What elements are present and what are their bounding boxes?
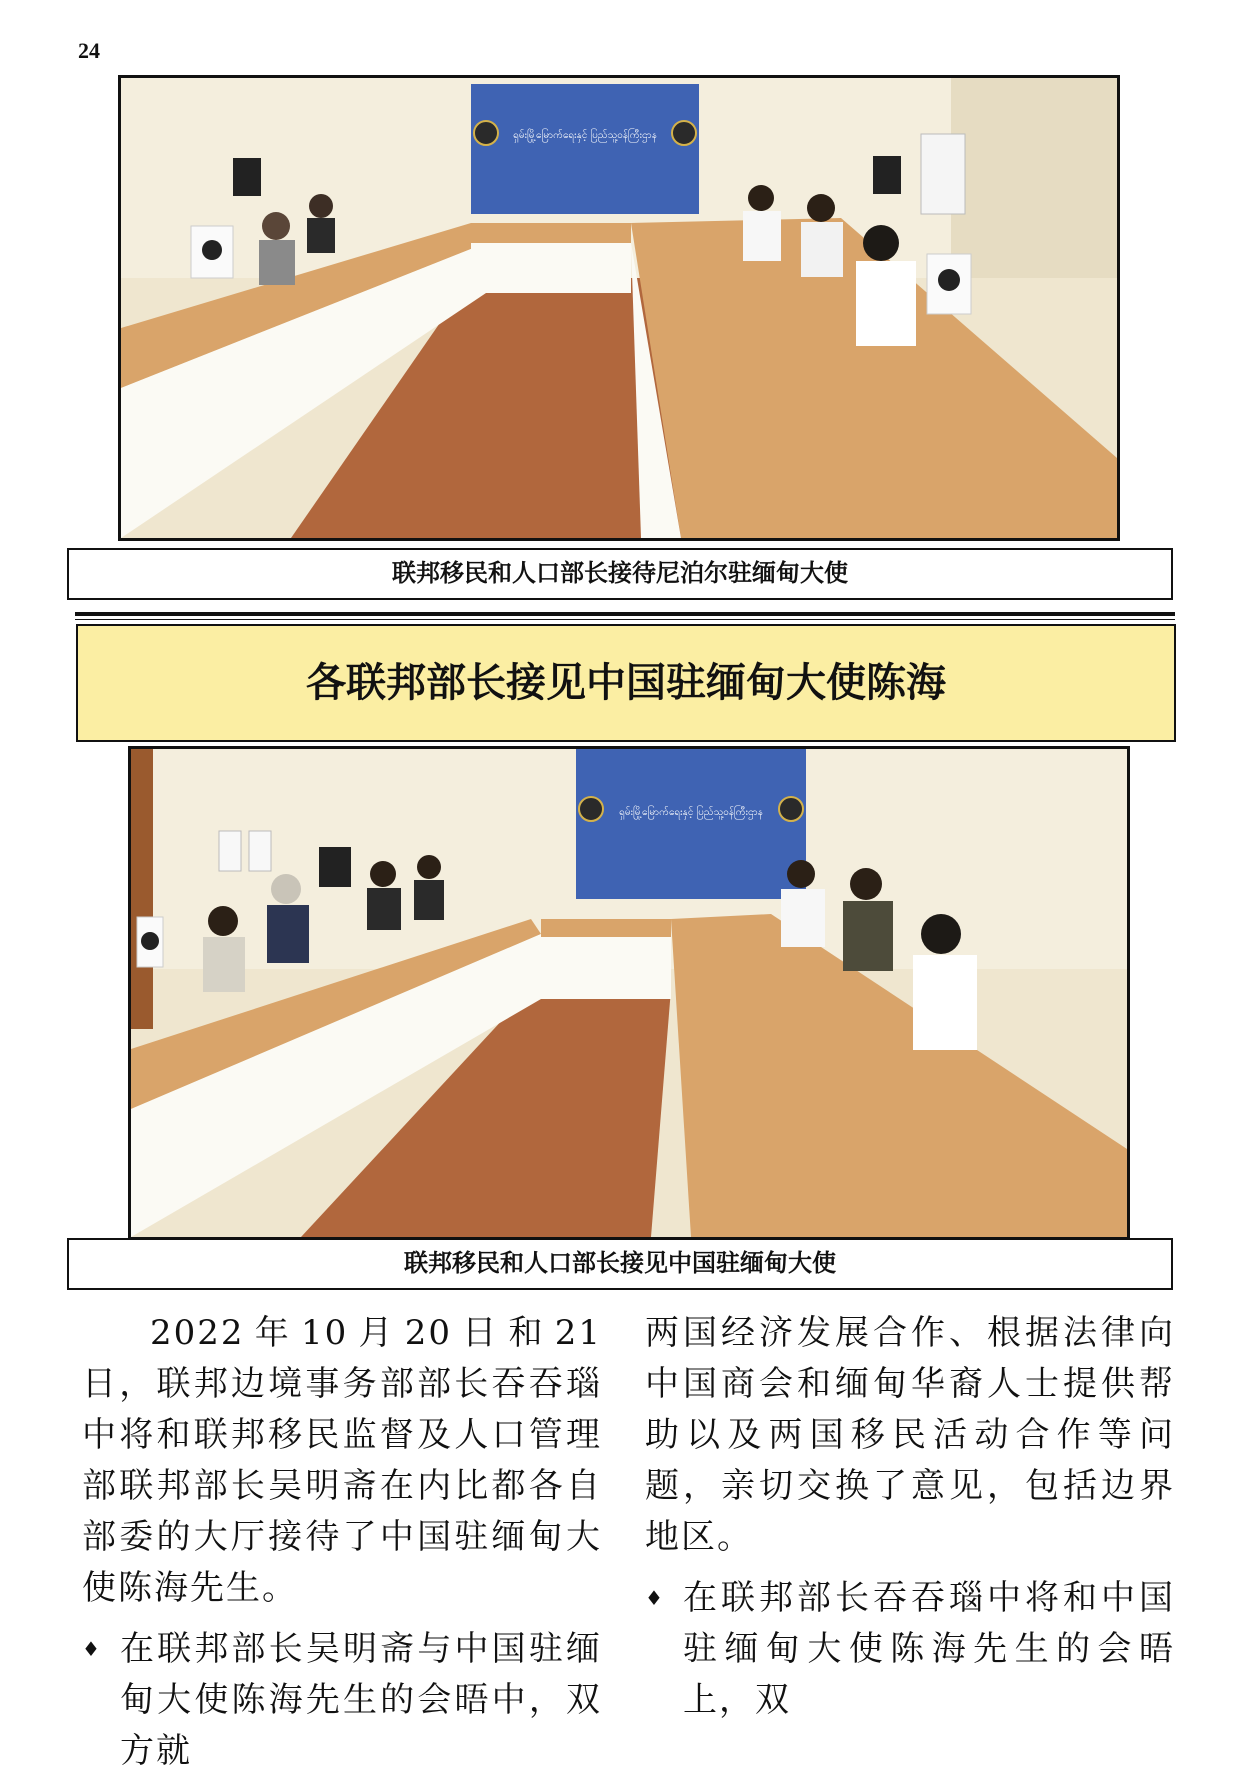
meeting-room-illustration — [121, 78, 1117, 538]
meeting-photo-nepal — [118, 75, 1120, 541]
bullet-item — [82, 1624, 602, 1777]
diamond-bullet-icon: ♦ — [82, 1637, 102, 1661]
divider-thick — [75, 612, 1175, 616]
meeting-photo-china — [128, 746, 1130, 1240]
meeting-room-illustration — [131, 749, 1127, 1237]
article-paragraph: 2022年10月20日和21日，联邦边境事务部部长吞吞瑙中将和联邦移民监督及人口管理部联邦部长吴明斋在内比都各自部委的大厅接待了中国驻缅甸大使陈海先生。 — [82, 1313, 602, 1608]
bullet-text: 在联邦部长吞吞瑙中将和中国驻缅甸大使陈海先生的会晤上，双 — [683, 1578, 1175, 1720]
headline-box — [76, 624, 1176, 742]
article-column-right — [645, 1308, 1175, 1726]
photo-caption-2: 联邦移民和人口部长接见中国驻缅甸大使 — [67, 1238, 1173, 1290]
page-number: 24 — [78, 38, 100, 63]
article-column-left — [82, 1308, 602, 1777]
diamond-bullet-icon: ♦ — [645, 1586, 665, 1610]
bullet-text: 在联邦部长吴明斋与中国驻缅甸大使陈海先生的会晤中，双方就 — [120, 1629, 602, 1771]
article-headline: 各联邦部长接见中国驻缅甸大使陈海 — [306, 660, 946, 706]
photo-caption-1: 联邦移民和人口部长接待尼泊尔驻缅甸大使 — [67, 548, 1173, 600]
divider-thin — [75, 619, 1175, 620]
bullet-item — [645, 1573, 1175, 1726]
article-paragraph: 两国经济发展合作、根据法律向中国商会和缅甸华裔人士提供帮助以及两国移民活动合作等问题，亲切交换了意见，包括边界地区。 — [645, 1313, 1175, 1557]
banner-text: ရှမ်းမြို့မြောက်ရေးနှင့် ပြည်သူ့ဝန်ကြီးဌာန — [513, 130, 657, 141]
banner-text: ရှမ်းမြို့မြောက်ရေးနှင့် ပြည်သူ့ဝန်ကြီးဌာန — [619, 807, 763, 818]
